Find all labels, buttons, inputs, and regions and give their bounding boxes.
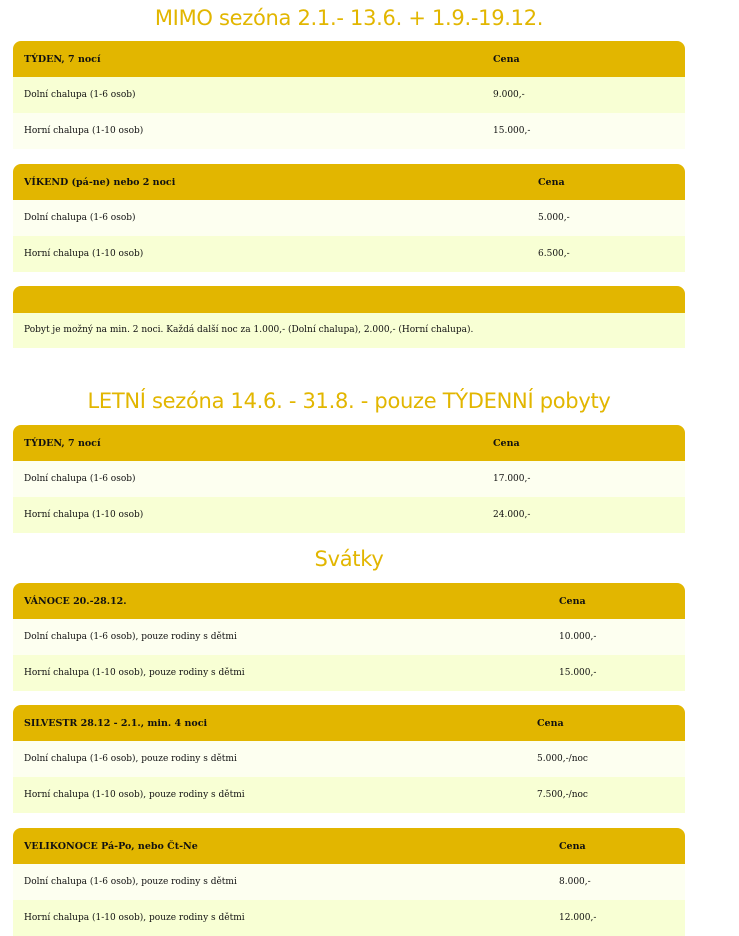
row-price: 6.500,-: [527, 236, 685, 272]
row-price: 15.000,-: [482, 113, 685, 149]
table-row: [13, 864, 685, 900]
row-label: Dolní chalupa (1-6 osob), pouze rodiny s dětmi: [13, 741, 526, 777]
table-row: [13, 777, 685, 813]
price-table-mimo-week: [13, 41, 685, 149]
table-header-row: [13, 583, 685, 619]
row-label: Dolní chalupa (1-6 osob): [13, 200, 527, 236]
price-table-easter: [13, 828, 685, 936]
table-row: [13, 655, 685, 691]
table-header-row: [13, 705, 685, 741]
note-header: [13, 286, 685, 313]
table-header-row: [13, 425, 685, 461]
row-price: 5.000,-: [527, 200, 685, 236]
row-label: Horní chalupa (1-10 osob): [13, 236, 527, 272]
price-column-header: Cena: [482, 41, 685, 77]
table-title: TÝDEN, 7 nocí: [13, 41, 482, 77]
row-price: 5.000,-/noc: [526, 741, 685, 777]
row-price: 7.500,-/noc: [526, 777, 685, 813]
row-price: 9.000,-: [482, 77, 685, 113]
price-column-header: Cena: [527, 164, 685, 200]
row-label: Dolní chalupa (1-6 osob), pouze rodiny s dětmi: [13, 619, 548, 655]
note-text: Pobyt je možný na min. 2 noci. Každá další noc za 1.000,- (Dolní chalupa), 2.000,- (Horní chalupa).: [13, 313, 685, 348]
price-table-new-year: [13, 705, 685, 813]
table-row: [13, 497, 685, 533]
table-title: VÁNOCE 20.-28.12.: [13, 583, 548, 619]
table-row: [13, 236, 685, 272]
row-label: Dolní chalupa (1-6 osob), pouze rodiny s dětmi: [13, 864, 548, 900]
table-row: [13, 77, 685, 113]
price-column-header: Cena: [548, 828, 685, 864]
price-column-header: Cena: [548, 583, 685, 619]
table-header-row: [13, 828, 685, 864]
row-label: Dolní chalupa (1-6 osob): [13, 77, 482, 113]
table-row: [13, 741, 685, 777]
table-title: TÝDEN, 7 nocí: [13, 425, 482, 461]
price-column-header: Cena: [482, 425, 685, 461]
heading-mimo-season: MIMO sezóna 2.1.- 13.6. + 1.9.-19.12.: [154, 6, 544, 30]
table-title: VELIKONOCE Pá-Po, nebo Čt-Ne: [13, 828, 548, 864]
row-label: Horní chalupa (1-10 osob): [13, 497, 482, 533]
table-title: SILVESTR 28.12 - 2.1., min. 4 noci: [13, 705, 526, 741]
table-title: VÍKEND (pá-ne) nebo 2 noci: [13, 164, 527, 200]
price-table-summer-week: [13, 425, 685, 533]
row-label: Horní chalupa (1-10 osob), pouze rodiny s dětmi: [13, 777, 526, 813]
table-row: [13, 461, 685, 497]
price-column-header: Cena: [526, 705, 685, 741]
row-label: Horní chalupa (1-10 osob): [13, 113, 482, 149]
row-price: 17.000,-: [482, 461, 685, 497]
table-row: [13, 113, 685, 149]
row-label: Horní chalupa (1-10 osob), pouze rodiny s dětmi: [13, 900, 548, 936]
table-header-row: [13, 41, 685, 77]
row-price: 10.000,-: [548, 619, 685, 655]
row-label: Dolní chalupa (1-6 osob): [13, 461, 482, 497]
table-header-row: [13, 164, 685, 200]
heading-summer-season: LETNÍ sezóna 14.6. - 31.8. - pouze TÝDENNÍ pobyty: [87, 389, 611, 413]
row-price: 8.000,-: [548, 864, 685, 900]
table-row: [13, 619, 685, 655]
price-table-christmas: [13, 583, 685, 691]
row-price: 12.000,-: [548, 900, 685, 936]
table-row: [13, 900, 685, 936]
row-price: 15.000,-: [548, 655, 685, 691]
row-label: Horní chalupa (1-10 osob), pouze rodiny s dětmi: [13, 655, 548, 691]
price-table-mimo-weekend: [13, 164, 685, 272]
table-row: [13, 200, 685, 236]
row-price: 24.000,-: [482, 497, 685, 533]
heading-holidays: Svátky: [314, 547, 384, 571]
